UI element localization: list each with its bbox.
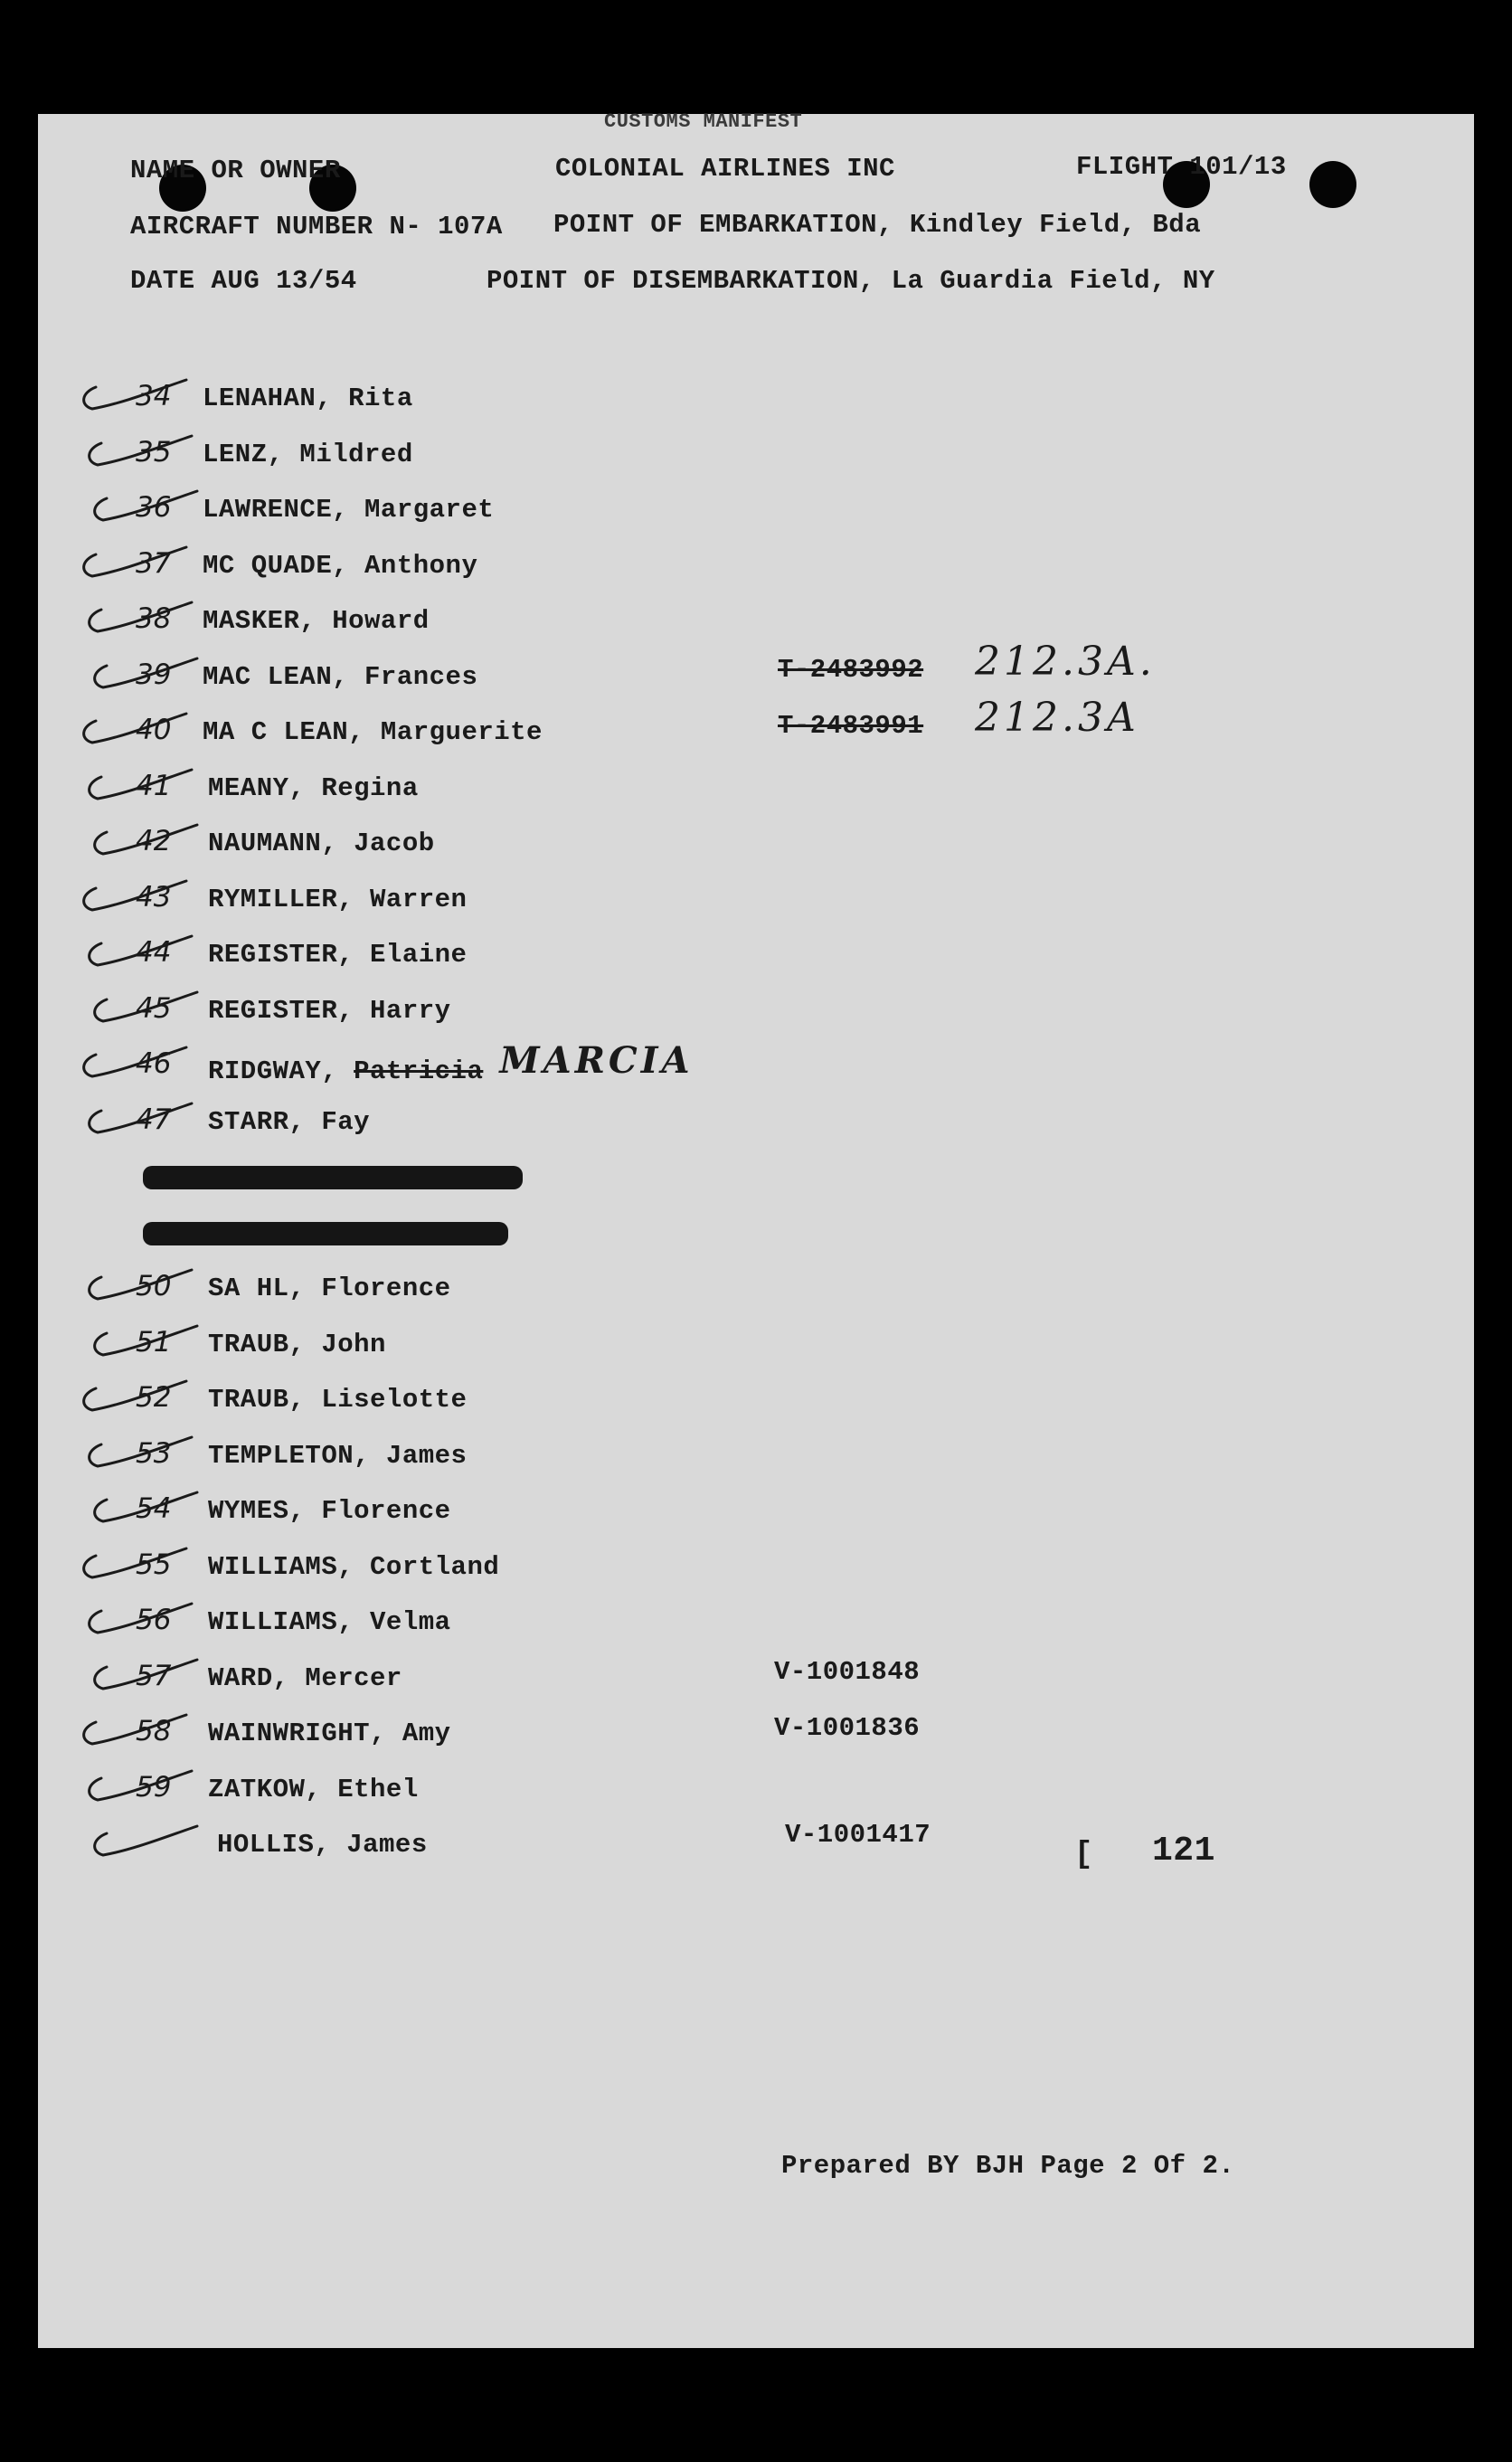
passenger-name-text: WILLIAMS, Velma — [208, 1607, 451, 1637]
passenger-name — [203, 606, 430, 637]
passenger-name — [208, 773, 419, 804]
manifest-date: DATE AUG 13/54 — [130, 266, 357, 296]
passenger-name — [208, 1274, 451, 1304]
passenger-name-text: WILLIAMS, Cortland — [208, 1552, 500, 1582]
passenger-number: 34 — [136, 380, 172, 412]
passenger-name-text: STARR, Fay — [208, 1107, 371, 1137]
passenger-number: 46 — [136, 1047, 172, 1080]
passenger-name-text: HOLLIS, James — [217, 1830, 428, 1860]
passenger-name-text: LAWRENCE, Margaret — [203, 495, 495, 525]
passenger-name — [208, 1330, 386, 1360]
passenger-name-text: REGISTER, Elaine — [208, 940, 468, 970]
passenger-name — [208, 1496, 451, 1527]
passenger-number: 58 — [136, 1715, 172, 1747]
passenger-name-text: RIDGWAY, — [208, 1056, 354, 1086]
passenger-name-text: TRAUB, John — [208, 1330, 386, 1359]
footer-prepared-by: Prepared BY BJH Page 2 Of 2. — [781, 2151, 1235, 2181]
passenger-name — [208, 829, 435, 859]
passenger-number: 44 — [136, 936, 172, 969]
passenger-number: 45 — [136, 992, 172, 1025]
passenger-name — [208, 1039, 694, 1087]
passenger-number: 57 — [136, 1660, 172, 1692]
visa-number-ward: V-1001848 — [774, 1657, 921, 1687]
point-of-embarkation: POINT OF EMBARKATION, Kindley Field, Bda — [553, 210, 1202, 240]
flight-number: FLIGHT 101/13 — [1076, 152, 1287, 182]
passenger-name-text: SA HL, Florence — [208, 1274, 451, 1303]
passenger-name-text: NAUMANN, Jacob — [208, 829, 435, 858]
passenger-name — [208, 1775, 419, 1805]
passenger-name — [208, 1441, 467, 1472]
struck-first-name: Patricia — [354, 1056, 484, 1086]
passenger-number: 55 — [136, 1548, 172, 1581]
passenger-number: 53 — [136, 1437, 172, 1470]
passenger-name-text: RYMILLER, Warren — [208, 885, 468, 914]
passenger-name-text: REGISTER, Harry — [208, 996, 451, 1026]
passenger-name — [208, 940, 467, 971]
passenger-name-text: WAINWRIGHT, Amy — [208, 1719, 451, 1748]
passenger-number: 43 — [136, 881, 172, 914]
struck-document-number: T-2483992 — [778, 655, 924, 685]
passenger-name-text: WYMES, Florence — [208, 1496, 451, 1526]
passenger-name-text: LENZ, Mildred — [203, 440, 413, 469]
passenger-name — [208, 1385, 467, 1416]
stamped-number: 121 — [1152, 1832, 1215, 1870]
passenger-name — [208, 1607, 451, 1638]
passenger-name — [208, 996, 451, 1027]
passenger-name — [203, 384, 413, 414]
passenger-name-text: MC QUADE, Anthony — [203, 551, 478, 581]
passenger-name — [208, 1663, 402, 1694]
passenger-number: 42 — [136, 825, 172, 857]
passenger-number: 56 — [136, 1604, 172, 1636]
passenger-name — [208, 1719, 451, 1749]
handwritten-document-number: 212.3A. — [975, 639, 1156, 685]
passenger-name-text: MA C LEAN, Marguerite — [203, 717, 543, 747]
passenger-name-text: MEANY, Regina — [208, 773, 419, 803]
passenger-number: 50 — [136, 1270, 172, 1302]
passenger-number: 54 — [136, 1492, 172, 1525]
passenger-number: 39 — [136, 658, 172, 691]
passenger-number: 36 — [136, 491, 172, 524]
passenger-name — [203, 440, 413, 470]
redacted-entry — [143, 1166, 523, 1189]
visa-number-wainwright: V-1001836 — [774, 1713, 921, 1743]
top-stamp: CUSTOMS MANIFEST — [604, 110, 803, 133]
passenger-name-text: WARD, Mercer — [208, 1663, 402, 1693]
redacted-entry — [143, 1222, 508, 1245]
passenger-number: 47 — [136, 1103, 172, 1136]
handwritten-document-number: 212.3A — [975, 695, 1139, 741]
passenger-name — [208, 885, 467, 915]
passenger-name — [203, 662, 477, 693]
point-of-disembarkation: POINT OF DISEMBARKATION, La Guardia Field, NY — [487, 266, 1215, 296]
passenger-number: 38 — [136, 602, 172, 635]
handwritten-correction: MARCIA — [499, 1039, 694, 1082]
passenger-number: 41 — [136, 770, 172, 802]
passenger-name-text: ZATKOW, Ethel — [208, 1775, 419, 1804]
passenger-number: 59 — [136, 1771, 172, 1804]
passenger-number: 52 — [136, 1381, 172, 1414]
owner-label: NAME OR OWNER — [130, 156, 341, 185]
passenger-name-text: MASKER, Howard — [203, 606, 430, 636]
passenger-name — [203, 717, 543, 748]
airline-name: COLONIAL AIRLINES INC — [555, 154, 895, 184]
passenger-name-text: TRAUB, Liselotte — [208, 1385, 468, 1415]
stamp-bracket: [ — [1074, 1838, 1093, 1872]
passenger-name — [208, 1552, 499, 1583]
visa-number-hollis: V-1001417 — [785, 1820, 931, 1850]
passenger-name-text: LENAHAN, Rita — [203, 384, 413, 413]
passenger-name — [217, 1830, 428, 1861]
passenger-name — [203, 551, 477, 582]
struck-document-number: T-2483991 — [778, 711, 924, 741]
punch-hole — [1309, 161, 1356, 208]
aircraft-number: AIRCRAFT NUMBER N- 107A — [130, 212, 503, 241]
passenger-number: 51 — [136, 1326, 172, 1359]
passenger-number: 35 — [136, 436, 172, 469]
passenger-name — [203, 495, 494, 526]
passenger-number: 40 — [136, 714, 172, 746]
passenger-name-text: MAC LEAN, Frances — [203, 662, 478, 692]
passenger-number: 37 — [136, 547, 172, 580]
passenger-name-text: TEMPLETON, James — [208, 1441, 468, 1471]
passenger-name — [208, 1107, 370, 1138]
